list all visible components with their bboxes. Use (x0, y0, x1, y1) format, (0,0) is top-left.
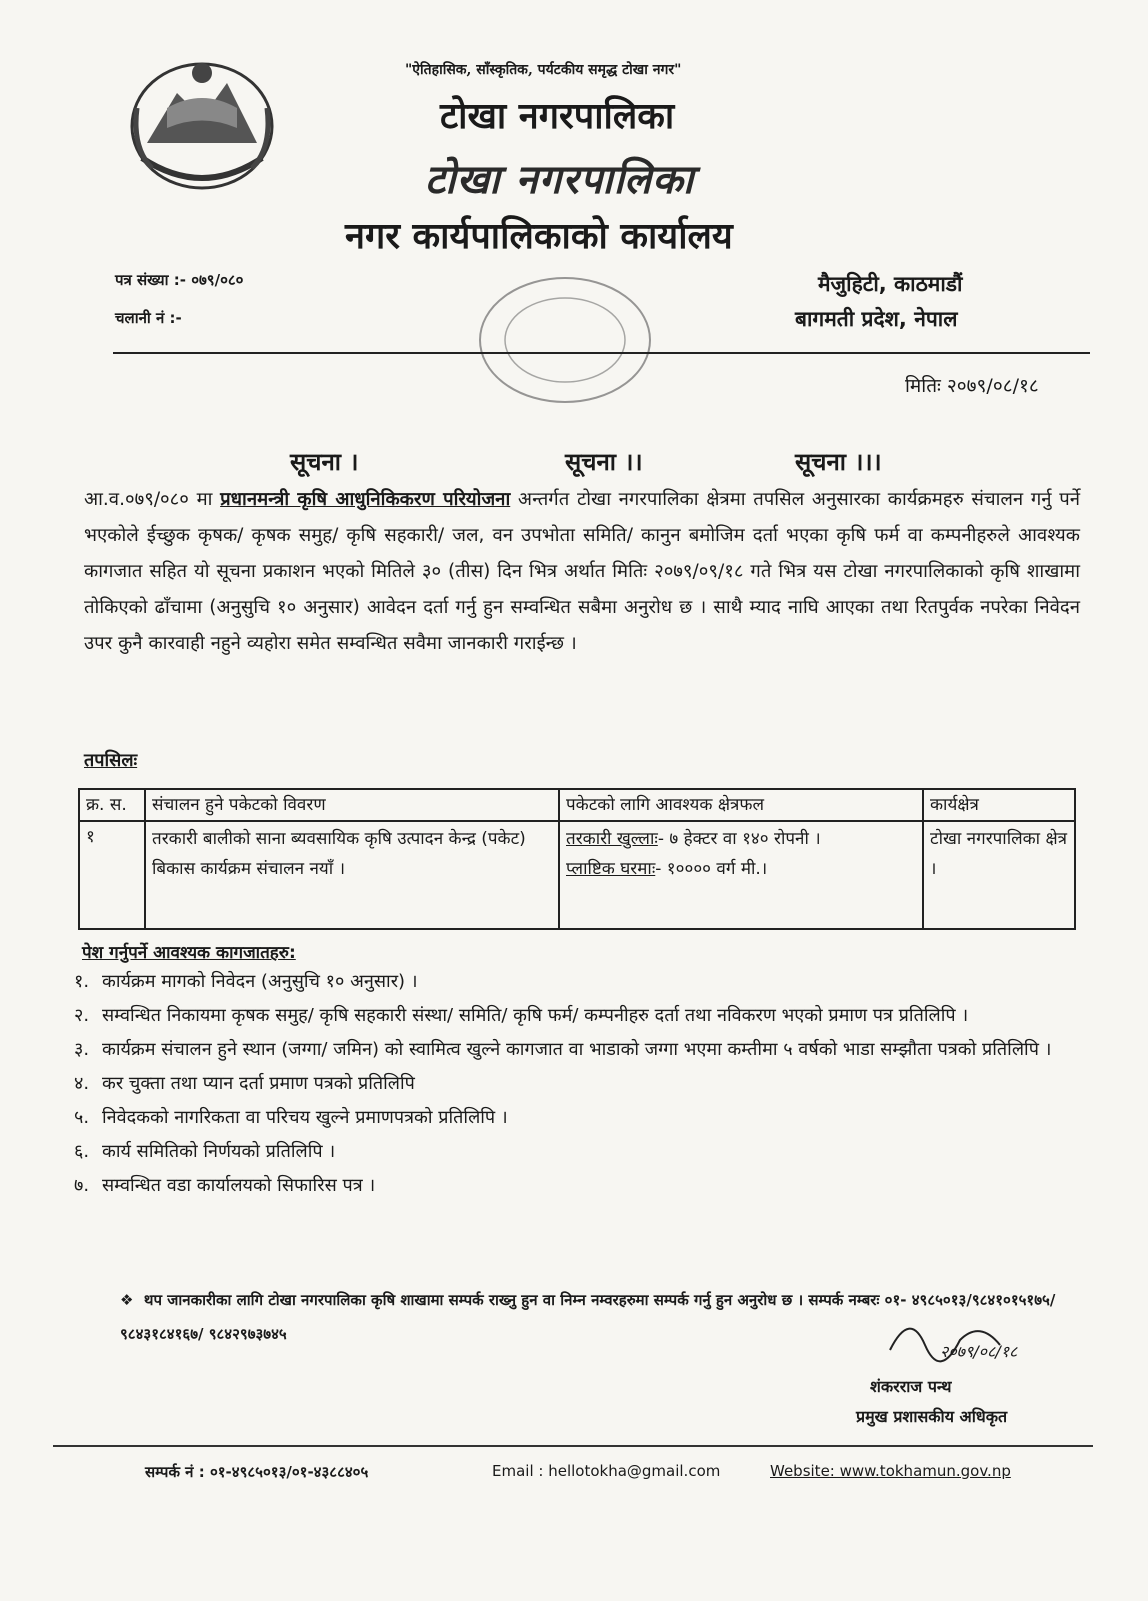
footer-website[interactable]: Website: www.tokhamun.gov.np (770, 1462, 1011, 1480)
col-description: संचालन हुने पकेटको विवरण (145, 789, 559, 821)
col-sn: क्र. स. (79, 789, 145, 821)
org-name: टोखा नगरपालिका (440, 96, 675, 137)
bullet-icon: ❖ (120, 1291, 134, 1309)
motto: "ऐतिहासिक, साँस्कृतिक, पर्यटकीय समृद्ध टोखा नगर" (405, 62, 682, 78)
footer-email: Email : hellotokha@gmail.com (492, 1462, 721, 1480)
table-row (79, 821, 1075, 929)
project-name: प्रधानमन्त्री कृषि आधुनिकिकरण परियोजना (220, 489, 511, 510)
list-item: २. सम्वन्धित निकायमा कृषक समुह/ कृषि सहकारी संस्था/ समिति/ कृषि फर्म/ कम्पनीहरु दर्ता तथा नविकरण भएको प्रमाण पत्र प्रतिलिपि । (74, 1005, 969, 1026)
notice-paragraph: आ.व.०७९/०८० मा प्रधानमन्त्री कृषि आधुनिकिकरण परियोजना अन्तर्गत टोखा नगरपालिका क्षेत्रमा तपसिल अनुसारका कार्यक्रमहरु संचालन गर्नु पर्ने भएकोले ईच्छुक कृषक/ कृषक समुह/ कृषि सहकारी/ जल, वन उपभोता समिति/ कानुन बमोजिम दर्ता भएका कृषि फर्म वा कम्पनीहरुले आवश्यक कागजात सहित यो सूचना प्रकाशन भएको मितिले ३० (तीस) दिन भित्र अर्थात मितिः २०७९/०९/१८ गते भित्र यस टोखा नगरपालिकाको कृषि शाखामा तोकिएको ढाँचामा (अनुसुचि १० अनुसार) आवेदन दर्ता गर्नु हुन सम्वन्धित सबैमा अनुरोध छ । साथै म्याद नाघि आएका तथा रितपुर्वक नपरेका निवेदन उपर कुनै कारवाही नहुने व्यहोरा समेत सम्वन्धित सवैमा जानकारी गराईन्छ । (84, 489, 1080, 654)
cell-area: तरकारी खुल्लाः- ७ हेक्टर वा १४० रोपनी । प्लाष्टिक घरमाः- १०००० वर्ग मी.। (559, 821, 923, 929)
cell-scope: टोखा नगरपालिका क्षेत्र । (923, 821, 1075, 929)
table-title: तपसिलः (84, 750, 138, 771)
address-line-2: बागमती प्रदेश, नेपाल (795, 307, 958, 331)
stamp-org-name: टोखा नगरपालिका (425, 157, 695, 203)
cell-sn: १ (79, 821, 145, 929)
signature-date: २०७९/०८/१८ (940, 1342, 1018, 1361)
contact-note: ❖ थप जानकारीका लागि टोखा नगरपालिका कृषि शाखामा सम्पर्क राख्नु हुन वा निम्न नम्वरहरुमा सम्पर्क गर्नु हुन अनुरोध छ । सम्पर्क नम्बरः ०१- ४९८५०१३/९८४१०१५१७५/ ९८४३१८४१६७/ ९८४२९७३७४५ (120, 1291, 1056, 1343)
list-item: ३. कार्यक्रम संचालन हुने स्थान (जग्गा/ जमिन) को स्वामित्व खुल्ने कागजात वा भाडाको जग्गा भएमा कम्तीमा ५ वर्षको भाडा सम्झौता पत्रको प्रतिलिपि । (74, 1039, 1052, 1060)
list-item: ४. कर चुक्ता तथा प्यान दर्ता प्रमाण पत्रको प्रतिलिपि (74, 1073, 415, 1094)
dispatch-number: चलानी नं :- (115, 309, 182, 327)
col-area: पकेटको लागि आवश्यक क्षेत्रफल (559, 789, 923, 821)
letter-number: पत्र संख्या :- ०७९/०८० (115, 271, 244, 289)
program-table (78, 788, 1076, 930)
letter-date: मितिः २०७९/०८/१८ (905, 375, 1039, 397)
footer-phone: सम्पर्क नं : ०१-४९८५०१३/०१-४३८८४०५ (145, 1463, 369, 1481)
documents-list (74, 965, 1074, 1203)
cell-description: तरकारी बालीको साना ब्यवसायिक कृषि उत्पादन केन्द्र (पकेट) बिकास कार्यक्रम संचालन नयाँ । (145, 821, 559, 929)
list-item: ६. कार्य समितिको निर्णयको प्रतिलिपि । (74, 1141, 336, 1162)
address-line-1: मैजुहिटी, काठमाडौं (818, 272, 963, 296)
signatory-title: प्रमुख प्रशासकीय अधिकृत (856, 1407, 1008, 1426)
table-header-row (79, 789, 1075, 821)
list-item: ५. निवेदकको नागरिकता वा परिचय खुल्ने प्रमाणपत्रको प्रतिलिपि । (74, 1107, 508, 1128)
nepal-emblem-icon (122, 48, 282, 198)
office-seal-icon (470, 270, 660, 410)
documents-title: पेश गर्नुपर्ने आवश्यक कागजातहरु: (82, 943, 296, 963)
col-scope: कार्यक्षेत्र (923, 789, 1075, 821)
office-name: नगर कार्यपालिकाको कार्यालय (345, 216, 733, 257)
notice-heading-3: सूचना ।।। (795, 448, 882, 476)
notice-heading-2: सूचना ।। (565, 448, 643, 476)
list-item: १. कार्यक्रम मागको निवेदन (अनुसुचि १० अनुसार) । (74, 971, 418, 992)
list-item: ७. सम्वन्धित वडा कार्यालयको सिफारिस पत्र । (74, 1175, 376, 1196)
header-divider (113, 352, 1090, 354)
notice-heading-1: सूचना । (290, 448, 359, 476)
signatory-name: शंकरराज पन्थ (870, 1377, 952, 1396)
footer-divider (53, 1445, 1093, 1447)
